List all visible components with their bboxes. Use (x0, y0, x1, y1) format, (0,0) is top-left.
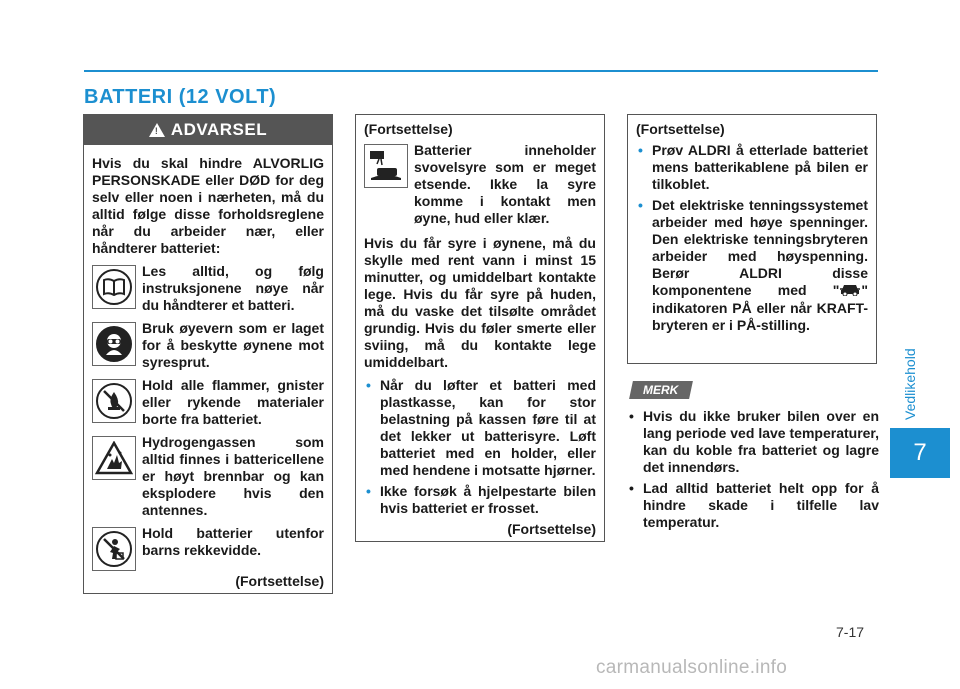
warning-intro: Hvis du skal hindre ALVORLIG PERSONSKADE eller DØD for deg selv eller noen i nærheten, må du alltid følge disse forholdsreglene når du arbeider nær, eller håndterer batteriet: (92, 155, 324, 256)
chapter-tab: 7 (890, 428, 950, 478)
warning-item (84, 263, 332, 314)
warning-triangle-icon: ! (149, 123, 165, 137)
warning-header (84, 115, 332, 145)
warning-item-text: Hydrogengassen som alltid finnes i battericellene er høyt brennbar og kan eksplodere hvis den antennes. (142, 434, 324, 518)
bullet-item: • Ikke forsøk å hjelpestarte bilen hvis batteriet er frosset. (366, 483, 596, 516)
eye-protection-icon (92, 322, 136, 366)
section-title: BATTERI (12 VOLT) (84, 86, 277, 108)
bullet-item: • Prøv ALDRI å etterlade batteriet mens batterikablene på bilen er tilkoblet. (638, 142, 868, 192)
warning-box-continued (627, 114, 877, 364)
continued-label: (Fortsettelse) (507, 521, 596, 537)
bullet-item: • Det elektriske tenningssystemet arbeider med høye spenninger. Den elektriske tenningsbryteren arbeider med høyspenning. Berør ALDRI disse komponentene med " " indikatoren PÅ eller når KRAFT-bryteren er i PÅ-stilling. (638, 197, 868, 334)
watermark: carmanualsonline.info (596, 657, 788, 678)
top-rule (84, 70, 878, 72)
warning-label: ADVARSEL (170, 120, 268, 139)
warning-box (83, 114, 333, 594)
continued-label: (Fortsettelse) (636, 121, 725, 137)
warning-item (84, 434, 332, 519)
note-item: • Hvis du ikke bruker bilen over en lang periode ved lave temperaturer, kan du koble fra batteriet og lagre det innendørs. (629, 408, 879, 475)
car-ready-icon (839, 282, 861, 300)
chapter-side-label: Vedlikehold (902, 348, 918, 420)
continued-label: (Fortsettelse) (235, 573, 324, 589)
warning-item (84, 525, 332, 571)
note-item: • Lad alltid batteriet helt opp for å hindre skade i tilfelle lav temperatur. (629, 480, 879, 530)
warning-item (84, 320, 332, 371)
page-number: 7-17 (836, 624, 865, 640)
acid-warning-item (356, 142, 604, 227)
warning-item-text: Hold alle flammer, gnister eller rykende materialer borte fra batteriet. (142, 377, 324, 427)
note-badge: MERK (629, 381, 693, 399)
warning-item-text: Bruk øyevern som er laget for å beskytte øynene mot syresprut. (142, 320, 324, 370)
manual-book-icon (92, 265, 136, 309)
continued-label: (Fortsettelse) (364, 121, 453, 137)
acid-hazard-icon (364, 144, 408, 188)
bullet-item: • Når du løfter et batteri med plastkasse, kan for stor belastning på kassen føre til at det lekker ut batterisyre. Løft batteriet med en holder, eller med hendene i motsatte hjørner. (366, 377, 596, 478)
note-list (627, 408, 879, 531)
warning-box-continued (355, 114, 605, 542)
acid-warning-text: Batterier inneholder svovelsyre som er meget etsende. Ikke la syre komme i kontakt men øyne, hud eller klær. (414, 142, 596, 226)
keep-children-away-icon (92, 527, 136, 571)
warning-bullet-list (628, 142, 876, 334)
explosion-warning-icon (92, 436, 136, 480)
no-flame-icon (92, 379, 136, 423)
warning-item-text: Les alltid, og følg instruksjonene nøye når du håndterer et batteri. (142, 263, 324, 313)
warning-item (84, 377, 332, 428)
warning-bullet-list (356, 377, 604, 517)
warning-item-text: Hold batterier utenfor barns rekkevidde. (142, 525, 324, 558)
acid-first-aid-text: Hvis du får syre i øynene, må du skylle med rent vann i minst 15 minutter, og umiddelbart kontakte lege. Hvis du får syre på huden, må du vaske det tilsølte området grundig. Hvis du føler smerte eller sviing, må du kontakte lege umiddelbart. (364, 235, 596, 370)
